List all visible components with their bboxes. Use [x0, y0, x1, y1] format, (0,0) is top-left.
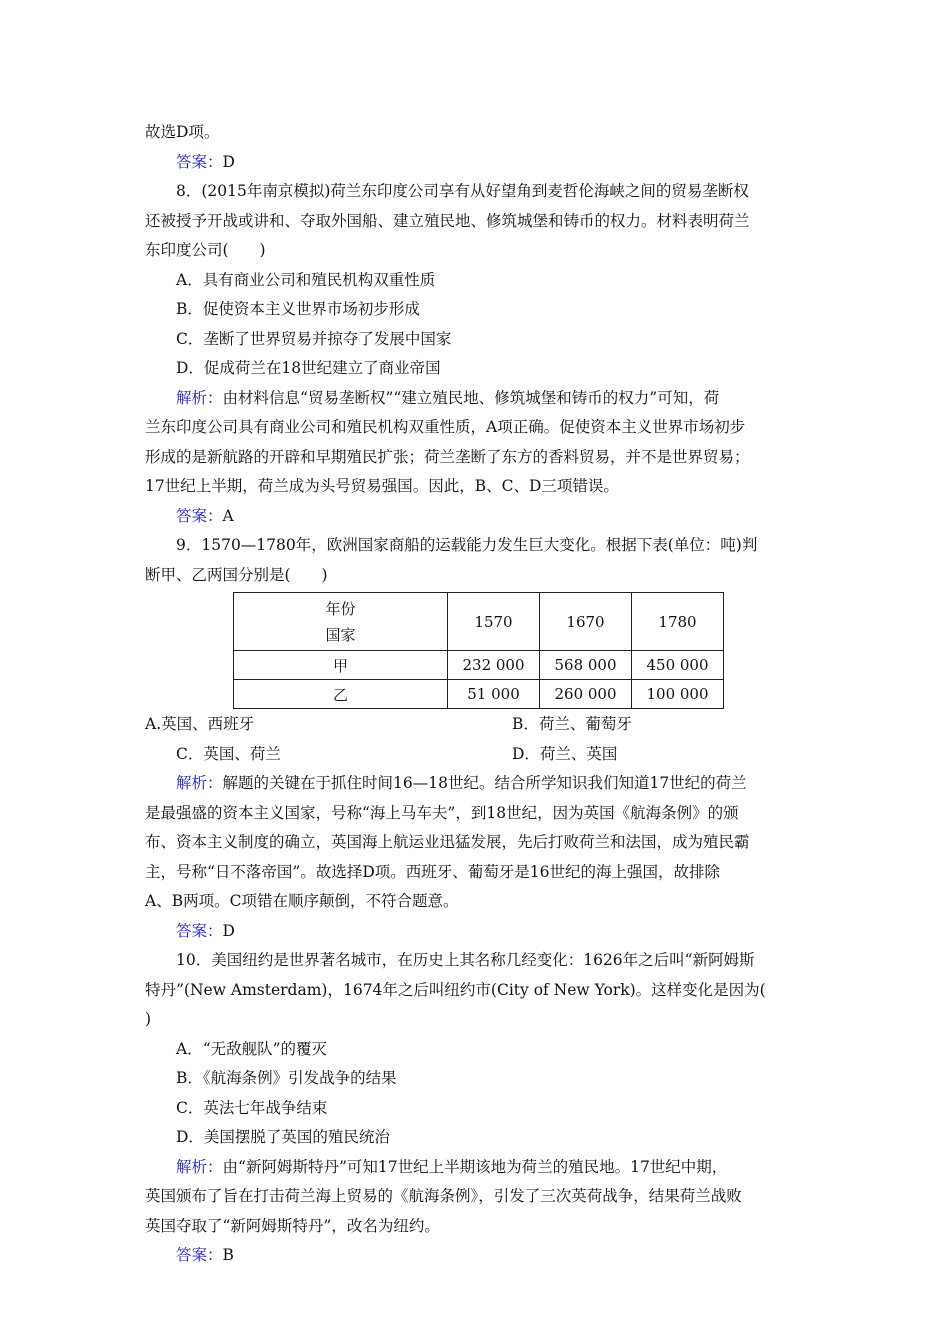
question-9-explanation-line-5: A、B两项。C项错在顺序颠倒，不符合题意。: [145, 892, 459, 910]
table-header-row: [234, 593, 724, 651]
table-cell: 450 000: [632, 651, 724, 680]
question-10-explanation-line-1: [145, 1153, 810, 1183]
question-9-explanation-line-2: 是最强盛的资本主义国家，号称“海上马车夫”，到18世纪，因为英国《航海条例》的颁: [145, 803, 739, 822]
table-diagonal-header-cell: [234, 593, 448, 651]
question-9-line-2: 断甲、乙两国分别是( ): [145, 565, 328, 584]
question-9-explanation-line-3: 布、资本主义制度的确立，英国海上航运业迅猛发展，先后打败荷兰和法国，成为殖民霸: [145, 833, 750, 851]
question-8-explanation-line-3: 形成的是新航路的开辟和早期殖民扩张；荷兰垄断了东方的香料贸易，并不是世界贸易；: [145, 447, 750, 466]
table-header-year: 1780: [632, 593, 724, 651]
question-9-options-row-1: [145, 710, 810, 740]
table-cell: 51 000: [448, 680, 540, 709]
answer-value: D: [222, 921, 235, 940]
question-9-options-row-2: [145, 740, 810, 770]
question-8-line-3: 东印度公司( ): [145, 241, 266, 259]
question-9-option-d: D．荷兰、英国: [512, 744, 618, 763]
question-10-explanation-line-3: 英国夺取了“新阿姆斯特丹”，改名为纽约。: [145, 1216, 440, 1235]
header-country-label: 国家: [325, 625, 356, 644]
table-cell-country: 乙: [234, 680, 448, 709]
question-8-option-c: C．垄断了世界贸易并掠夺了发展中国家: [176, 329, 452, 348]
table-cell: 232 000: [448, 651, 540, 680]
question-8-explanation-line-4: 17世纪上半期，荷兰成为头号贸易强国。因此，B、C、D三项错误。: [145, 477, 619, 495]
question-9-explanation-line-1: [145, 769, 810, 799]
question-9-line-1: 9．1570—1780年，欧洲国家商船的运载能力发生巨大变化。根据下表(单位：吨)判: [176, 536, 758, 554]
table-cell-country: 甲: [234, 651, 448, 680]
shipping-capacity-table: [233, 592, 724, 709]
explanation-label: 解析：: [176, 774, 223, 792]
question-8-line-1: 8．(2015年南京模拟)荷兰东印度公司享有从好望角到麦哲伦海峡之间的贸易垄断权: [176, 182, 749, 200]
question-10-option-d: D．美国摆脱了英国的殖民统治: [176, 1128, 390, 1146]
answer-line: [145, 502, 810, 532]
answer-line: [145, 917, 810, 947]
explanation-label: 解析：: [176, 388, 223, 407]
answer-value: B: [222, 1246, 234, 1264]
question-10-explanation-line-2: 英国颁布了旨在打击荷兰海上贸易的《航海条例》，引发了三次英荷战争，结果荷兰战败: [145, 1187, 742, 1205]
explanation-text: 由“新阿姆斯特丹”可知17世纪上半期该地为荷兰的殖民地。17世纪中期，: [222, 1157, 728, 1176]
table-row: [234, 651, 724, 680]
answer-label: 答案：: [176, 921, 223, 940]
question-8-explanation-line-1: [145, 384, 810, 414]
table-cell: 100 000: [632, 680, 724, 709]
question-8-explanation-line-2: 兰东印度公司具有商业公司和殖民机构双重性质，A项正确。促使资本主义世界市场初步: [145, 418, 746, 436]
explanation-text: 由材料信息“贸易垄断权”“建立殖民地、修筑城堡和铸币的权力”可知，荷: [222, 388, 720, 407]
question-8-option-a: A．具有商业公司和殖民机构双重性质: [176, 270, 436, 289]
table-cell: 260 000: [540, 680, 632, 709]
answer-label: 答案：: [176, 1246, 223, 1264]
question-10-line-3: ): [145, 1010, 152, 1028]
explanation-label: 解析：: [176, 1157, 223, 1176]
document-content: [145, 118, 810, 1271]
question-10-option-b: B．《航海条例》引发战争的结果: [176, 1069, 397, 1087]
question-9-option-b: B．荷兰、葡萄牙: [512, 715, 632, 733]
answer-value: D: [222, 152, 235, 171]
answer-label: 答案：: [176, 152, 223, 171]
table-header-year: 1570: [448, 593, 540, 651]
question-10-option-a: A．“无敌舰队”的覆灭: [176, 1039, 328, 1058]
question-8-option-d: D．促成荷兰在18世纪建立了商业帝国: [176, 359, 441, 377]
answer-line: [145, 148, 810, 178]
explanation-text: 解题的关键在于抓住时间16—18世纪。结合所学知识我们知道17世纪的荷兰: [222, 774, 747, 792]
question-10-option-c: C．英法七年战争结束: [176, 1098, 328, 1117]
question-10-line-1: 10．美国纽约是世界著名城市，在历史上其名称几经变化：1626年之后叫“新阿姆斯: [176, 951, 755, 969]
header-year-label: 年份: [325, 599, 356, 618]
question-8-option-b: B．促使资本主义世界市场初步形成: [176, 300, 420, 318]
question-9-option-a: A.英国、西班牙: [145, 715, 255, 733]
question-9-explanation-line-4: 主，号称“日不落帝国”。故选择D项。西班牙、葡萄牙是16世纪的海上强国，故排除: [145, 862, 721, 881]
answer-label: 答案：: [176, 506, 223, 525]
table-row: [234, 680, 724, 709]
question-10-line-2: 特丹”(New Amsterdam)，1674年之后叫纽约市(City of New York)。这样变化是因为(: [145, 980, 766, 999]
question-9-option-c: C．英国、荷兰: [176, 744, 281, 763]
question-8-line-2: 还被授予开战或讲和、夺取外国船、建立殖民地、修筑城堡和铸币的权力。材料表明荷兰: [145, 211, 750, 230]
answer-line: [145, 1241, 810, 1271]
table-cell: 568 000: [540, 651, 632, 680]
table-header-year: 1670: [540, 593, 632, 651]
answer-value: A: [222, 506, 234, 525]
text-line: 故选D项。: [145, 123, 220, 141]
